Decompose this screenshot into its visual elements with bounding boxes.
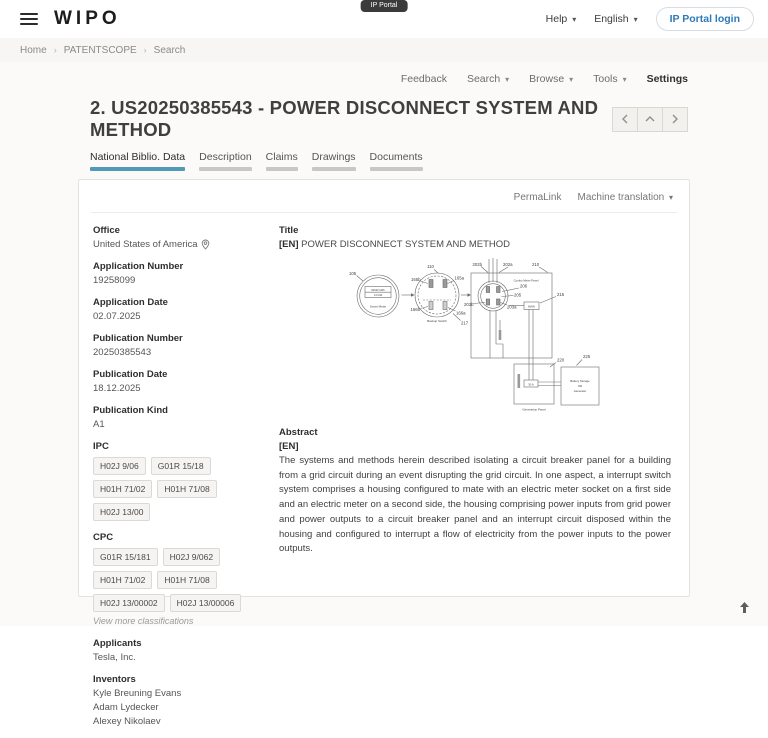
drawing-ref-220: 220 <box>557 357 565 363</box>
chevron-down-icon: ▾ <box>505 75 510 84</box>
field-label: Application Number <box>93 261 184 272</box>
settings-link[interactable]: Settings <box>646 73 688 85</box>
breadcrumb-separator: › <box>53 45 57 55</box>
tab-label: Documents <box>369 151 423 163</box>
applicant-name: Tesla, Inc. <box>93 652 136 663</box>
chevron-right-icon <box>671 114 679 124</box>
chevron-down-icon: ▾ <box>572 15 577 24</box>
help-menu[interactable] <box>546 13 577 25</box>
breadcrumb-search[interactable]: Search <box>153 44 186 56</box>
drawing-ref-206: 206 <box>520 283 528 289</box>
browse-menu[interactable] <box>529 73 573 85</box>
inventor-name: Alexey Nikolaev <box>93 716 161 727</box>
field-value: 20250385543 <box>93 347 152 358</box>
page-title: 2. US20250385543 - POWER DISCONNECT SYSTEM AND METHOD <box>90 97 599 140</box>
battery-generator-label: Generator <box>573 389 587 393</box>
cpc-code-chip[interactable]: H01H 71/02 <box>93 571 152 589</box>
tab-label: National Biblio. Data <box>90 151 186 163</box>
drawing-ref-225: 225 <box>583 354 591 359</box>
drawing-ref-165b: 165b <box>411 277 421 282</box>
abstract-section-label: Abstract <box>279 427 318 438</box>
chevron-left-icon <box>621 114 629 124</box>
meter-reading-kw: 0.3 kW <box>373 294 383 298</box>
drawing-ref-165a: 165a <box>454 275 465 281</box>
hamburger-menu-icon[interactable] <box>20 10 38 28</box>
cpc-code-chip[interactable]: H02J 9/062 <box>163 548 220 566</box>
field-cpc <box>93 532 271 612</box>
breadcrumb-home[interactable]: Home <box>20 44 47 56</box>
field-office <box>93 225 271 250</box>
drawing-ref-205: 205 <box>514 292 522 298</box>
field-publication-number <box>93 333 271 358</box>
title-lang-tag: [EN] <box>279 239 299 250</box>
ipc-chip-list <box>93 457 271 521</box>
drawing-ref-166a: 166a <box>456 310 466 316</box>
permalink-link[interactable]: PermaLink <box>513 192 562 203</box>
meter-reading-kwh: 02032 kWh <box>371 289 385 292</box>
field-applicants <box>93 638 271 663</box>
result-toolbar <box>78 62 690 89</box>
field-label: CPC <box>93 532 114 543</box>
field-label: Publication Number <box>93 333 183 344</box>
ip-portal-pill: IP Portal <box>361 0 408 12</box>
field-value: A1 <box>93 419 105 430</box>
field-value: United States of America <box>93 239 198 250</box>
cpc-chip-list <box>93 548 271 612</box>
record-tabs <box>78 151 690 171</box>
tab-drawings[interactable] <box>312 151 356 171</box>
tools-menu[interactable] <box>593 73 626 85</box>
drawing-ref-105: 105 <box>349 271 357 276</box>
field-label: Applicants <box>93 638 142 649</box>
inventor-name: Adam Lydecker <box>93 702 159 713</box>
ipc-code-chip[interactable]: H01H 71/08 <box>157 480 216 498</box>
field-value: 19258099 <box>93 275 136 286</box>
chevron-down-icon: ▾ <box>569 75 574 84</box>
drawing-ref-166b: 166b <box>410 307 421 312</box>
drawing-ref-203a: 203a <box>507 304 517 310</box>
browse-menu-label: Browse <box>529 73 565 85</box>
field-application-date <box>93 297 271 322</box>
machine-translation-label: Machine translation <box>577 192 665 203</box>
cpc-code-chip[interactable]: H02J 13/00006 <box>170 594 242 612</box>
chevron-down-icon: ▾ <box>622 75 627 84</box>
language-label: English <box>594 13 629 25</box>
feedback-link[interactable]: Feedback <box>400 73 447 85</box>
field-label: Publication Date <box>93 369 168 380</box>
breadcrumb-separator: › <box>143 45 147 55</box>
drawing-ref-203b: 203b <box>464 302 474 307</box>
main-area <box>0 62 768 727</box>
drawing-ref-202b: 202b <box>472 262 483 267</box>
field-publication-kind <box>93 405 271 430</box>
chevron-down-icon: ▾ <box>668 193 673 202</box>
inventor-name: Kyle Breuning Evans <box>93 688 182 699</box>
field-label: Inventors <box>93 674 136 685</box>
tab-claims[interactable] <box>266 151 298 171</box>
field-label: Office <box>93 225 120 236</box>
field-label: Publication Kind <box>93 405 168 416</box>
biblio-right-column <box>271 225 675 738</box>
language-menu[interactable] <box>594 13 637 25</box>
drawing-ref-202a: 202a <box>503 262 513 267</box>
scroll-to-top-button[interactable] <box>737 600 752 620</box>
title-text: POWER DISCONNECT SYSTEM AND METHOD <box>298 239 511 250</box>
arrow-up-icon <box>737 600 752 615</box>
field-application-number <box>93 261 271 286</box>
ipc-code-chip[interactable]: G01R 15/18 <box>151 457 211 475</box>
drawing-ref-217: 217 <box>461 320 469 326</box>
tab-label: Claims <box>265 151 298 163</box>
smart-meter-label: Smart Meter <box>369 304 387 309</box>
field-label: IPC <box>93 441 109 452</box>
abstract-text: The systems and methods herein described isolating a circuit breaker panel for a building from a grid circuit during an event disrupting the grid circuit. In one aspect, a interrupt switch system comprises a housing configured to mate with an electric meter socket on a first side and an electric meter on a second side, the housing comprising power inputs from grid power and power outputs to a circuit breaker panel and an interrupt circuit disposed within the housing and configured to interrupt a flow of electricity from the power inputs to the power outputs. <box>279 455 671 555</box>
chevron-up-icon <box>645 115 655 123</box>
abstract-lang-tag: [EN] <box>279 441 299 452</box>
back-to-results-button[interactable] <box>637 107 663 132</box>
cpc-code-chip[interactable]: G01R 15/181 <box>93 548 158 566</box>
combo-meter-panel-label: Combo Meter Panel <box>513 278 539 283</box>
ipc-code-chip[interactable]: H02J 13/00 <box>93 503 150 521</box>
breadcrumb <box>0 38 768 62</box>
drawing-ref-110: 110 <box>427 264 434 269</box>
search-menu[interactable] <box>467 73 509 85</box>
drawing-ref-210: 210 <box>532 262 540 267</box>
main-breaker-label: MAIN <box>528 305 535 309</box>
view-more-classifications-link[interactable]: View more classifications <box>93 616 194 626</box>
ip-portal-login-button[interactable]: IP Portal login <box>656 7 754 31</box>
breadcrumb-patentscope[interactable]: PATENTSCOPE <box>63 44 137 56</box>
patent-drawing-thumbnail[interactable] <box>343 258 671 421</box>
record-navigation <box>613 107 688 132</box>
tab-description[interactable] <box>199 151 252 171</box>
ipc-code-chip[interactable]: H01H 71/02 <box>93 480 152 498</box>
field-ipc <box>93 441 271 521</box>
title-section-label: Title <box>279 225 299 236</box>
map-pin-icon <box>201 239 210 250</box>
field-value: 18.12.2025 <box>93 383 141 394</box>
cpc-code-chip[interactable]: H02J 13/00002 <box>93 594 165 612</box>
search-menu-label: Search <box>466 73 501 85</box>
field-label: Application Date <box>93 297 168 308</box>
field-publication-date <box>93 369 271 394</box>
chevron-down-icon: ▾ <box>633 15 638 24</box>
battery-storage-label: Battery Storage <box>570 379 590 383</box>
machine-translation-menu[interactable] <box>577 192 673 203</box>
ipc-code-chip[interactable]: H02J 9/06 <box>93 457 146 475</box>
next-record-button[interactable] <box>662 107 688 132</box>
cpc-code-chip[interactable]: H01H 71/08 <box>157 571 216 589</box>
field-value: 02.07.2025 <box>93 311 141 322</box>
tab-national-biblio-data[interactable] <box>90 151 185 171</box>
battery-or-label: OR <box>577 384 583 388</box>
previous-record-button[interactable] <box>612 107 638 132</box>
field-inventors <box>93 674 271 727</box>
generation-panel-label: Generation Panel <box>522 407 546 412</box>
tools-menu-label: Tools <box>593 73 618 85</box>
tab-label: Drawings <box>311 151 356 163</box>
wipo-logo[interactable]: WIPO <box>54 8 121 29</box>
biblio-left-column <box>93 225 271 738</box>
backup-switch-label: Backup Switch <box>427 319 447 323</box>
gen-breaker-label: 30 A <box>528 383 534 387</box>
biblio-card <box>78 179 690 727</box>
drawing-ref-215: 215 <box>557 292 565 297</box>
help-label: Help <box>545 13 568 25</box>
tab-label: Description <box>199 151 252 163</box>
tab-documents[interactable] <box>370 151 423 171</box>
